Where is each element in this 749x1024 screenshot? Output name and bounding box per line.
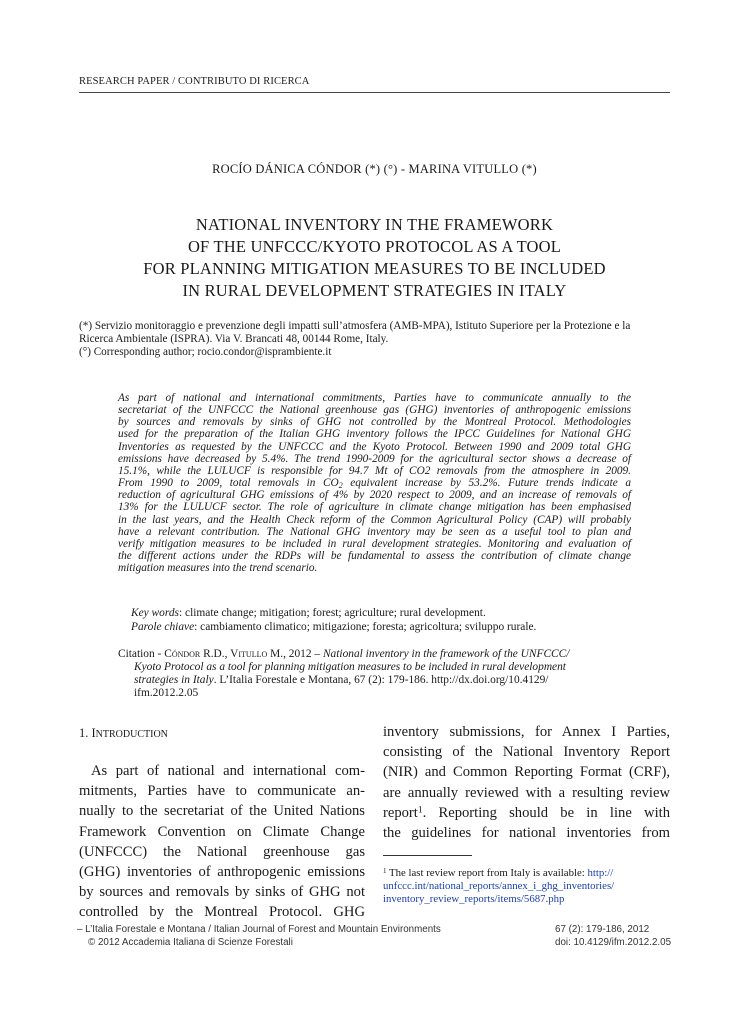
footnote-link[interactable]: http:// [587, 867, 614, 879]
body-line: As part of national and international com- [91, 763, 365, 779]
footnote-link[interactable]: inventory_review_reports/items/5687.php [383, 893, 565, 905]
body-line: (UNFCCC) the National greenhouse gas [79, 843, 365, 860]
header-rule [79, 92, 670, 93]
subscript: 2 [338, 481, 343, 491]
abstract-line: the different actions under the RDPs will be fundamental to assess the contribution of climate change [118, 550, 631, 563]
footer-doi: doi: 10.4129/ifm.2012.2.05 [555, 937, 672, 948]
affiliation-line: (*) Servizio monitoraggio e prevenzione degli impatti sull’atmosfera (AMB-MPA), Istituto Superiore per la Protezione e la [79, 320, 631, 332]
abstract-text: From 1990 to 2009, total removals in CO [118, 477, 339, 490]
citation-line [118, 661, 618, 674]
footnote [383, 867, 673, 906]
body-line: inventory submissions, for Annex I Parties, [383, 724, 670, 740]
heading-text: NTRODUCTION [95, 729, 168, 740]
citation-title: Kyoto Protocol as a tool for planning mitigation measures to be included in rural development [134, 661, 566, 673]
citation-author: V [230, 648, 239, 660]
citation-text: R.D., [200, 648, 231, 660]
footnote-mark: 1 [383, 866, 387, 875]
keywords-label: Parole chiave [131, 621, 195, 633]
footnote-ref[interactable]: 1 [417, 805, 423, 816]
running-header: RESEARCH PAPER / CONTRIBUTO DI RICERCA [79, 76, 310, 87]
affiliation-line: Ricerca Ambientale (ISPRA). Via V. Brancati 48, 00144 Rome, Italy. [79, 333, 389, 346]
body-line: are annually reviewed with a resulting review [383, 784, 670, 801]
body-line: controlled by the Montreal Protocol. GHG [79, 904, 365, 921]
abstract [118, 392, 631, 574]
body-column-left [79, 761, 365, 923]
footer-journal-name: – L’Italia Forestale e Montana / Italian Journal of Forest and Mountain Environments [77, 924, 441, 935]
citation-line: ifm.2012.2.05 [134, 687, 199, 699]
footnote-line [383, 893, 673, 906]
title-line: IN RURAL DEVELOPMENT STRATEGIES IN ITALY [182, 281, 567, 300]
abstract-line: As part of national and international commitments, Parties have to communicate annually to the [118, 392, 631, 404]
body-text: . Reporting should be in line with [422, 804, 670, 821]
keywords-it [131, 620, 536, 634]
citation-text: M., 2012 – [267, 648, 323, 660]
keywords-label: Key words [131, 607, 179, 619]
body-column-right [383, 722, 670, 843]
footer-volume [555, 923, 671, 949]
citation-prefix: Citation - [118, 648, 165, 660]
body-text: report [383, 804, 418, 821]
paper-title [79, 214, 670, 302]
abstract-line: verify mitigation measures to be included in rural development strategies. Monitoring and evaluation of [118, 537, 631, 550]
abstract-line: 13% for the LULUCF sector. The role of agriculture in climate change mitigation has been emphasised [118, 501, 631, 514]
citation-title: strategies in Italy [134, 674, 214, 686]
footnote-line [383, 867, 673, 880]
footnote-text: The last review report from Italy is available: [386, 867, 588, 879]
abstract-line: by sources and removals by sinks of GHG not controlled by the Montreal Protocol. Methodologies [118, 416, 631, 429]
citation-author: itullo [238, 648, 268, 660]
abstract-line: have a relevant contribution. The National GHG inventory may be seen as a useful tool to plan and [118, 525, 631, 538]
citation-author: óndor [171, 648, 201, 660]
footer-copyright: © 2012 Accademia Italiana di Scienze Forestali [88, 937, 293, 948]
keywords-text: : climate change; mitigation; forest; agriculture; rural development. [179, 607, 486, 619]
footer-volume-info: 67 (2): 179-186, 2012 [555, 924, 650, 935]
body-line: mitments, Parties have to communicate an- [79, 783, 365, 800]
keywords [131, 606, 536, 634]
citation-line [118, 648, 618, 661]
body-line: (GHG) inventories of anthropogenic emissions [79, 864, 365, 881]
body-line: nually to the secretariat of the United Nations [79, 803, 365, 820]
title-line: NATIONAL INVENTORY IN THE FRAMEWORK [195, 215, 554, 234]
abstract-line: Inventories as requested by the UNFCCC and the Kyoto Protocol. Between 1990 and 2009 total GHG [118, 440, 631, 453]
footer-journal [77, 923, 441, 949]
citation-line [118, 674, 618, 687]
abstract-line: used for the preparation of the Italian GHG inventory follows the IPCC Guidelines for National GHG [118, 428, 631, 441]
abstract-text: equivalent increase by 53.2%. Future trends indicate a [342, 477, 631, 490]
abstract-line: in the last years, and the Health Check reform of the Common Agricultural Policy (CAP) will probably [118, 513, 631, 526]
footnote-line [383, 880, 673, 893]
keywords-en [131, 606, 536, 620]
abstract-line [118, 477, 631, 489]
body-line: the guidelines for national inventories from [383, 825, 670, 842]
title-line: OF THE UNFCCC/KYOTO PROTOCOL AS A TOOL [187, 237, 562, 256]
body-line: consisting of the National Inventory Report [383, 744, 670, 761]
author-list: ROCÍO DÁNICA CÓNDOR (*) (°) - MARINA VITULLO (*) [212, 162, 537, 176]
section-heading [79, 726, 168, 741]
keywords-text: : cambiamento climatico; mitigazione; foresta; agricoltura; sviluppo rurale. [194, 621, 537, 633]
body-line: by sources and removals by sinks of GHG not [79, 884, 365, 901]
abstract-line: emissions have decreased by 5.4%. The trend 1990-2009 for the agricultural sector shows a decrease of [118, 452, 631, 465]
footnote-rule [383, 855, 472, 856]
citation [118, 648, 618, 700]
body-line [383, 803, 670, 823]
citation-author: C [164, 648, 172, 660]
abstract-line: 15.1%, while the LULUCF is responsible for 94.7 Mt of CO2 removals from the atmosphere in 2009. [118, 464, 631, 477]
title-line: FOR PLANNING MITIGATION MEASURES TO BE INCLUDED [143, 259, 606, 278]
citation-title: National inventory in the framework of the UNFCCC/ [322, 648, 570, 660]
abstract-line: secretariat of the UNFCCC the National greenhouse gas (GHG) inventories of anthropogenic emissions [118, 404, 631, 417]
citation-text: . L’Italia Forestale e Montana, 67 (2): 179-186. http://dx.doi.org/10.4129/ [213, 674, 549, 686]
abstract-line: reduction of agricultural GHG emissions of 4% by 2020 respect to 2009, and an increase of removals of [118, 489, 631, 502]
footnote-link[interactable]: unfccc.int/national_reports/annex_i_ghg_inventories/ [383, 880, 615, 892]
corresponding-author: (°) Corresponding author; rocio.condor@isprambiente.it [79, 346, 332, 359]
affiliations [79, 320, 671, 360]
abstract-line: mitigation measures into the trend scenario. [118, 562, 318, 575]
body-line: (NIR) and Common Reporting Format (CRF), [383, 764, 670, 781]
body-line: Framework Convention on Climate Change [79, 823, 365, 840]
heading-text: 1. I [79, 726, 96, 740]
